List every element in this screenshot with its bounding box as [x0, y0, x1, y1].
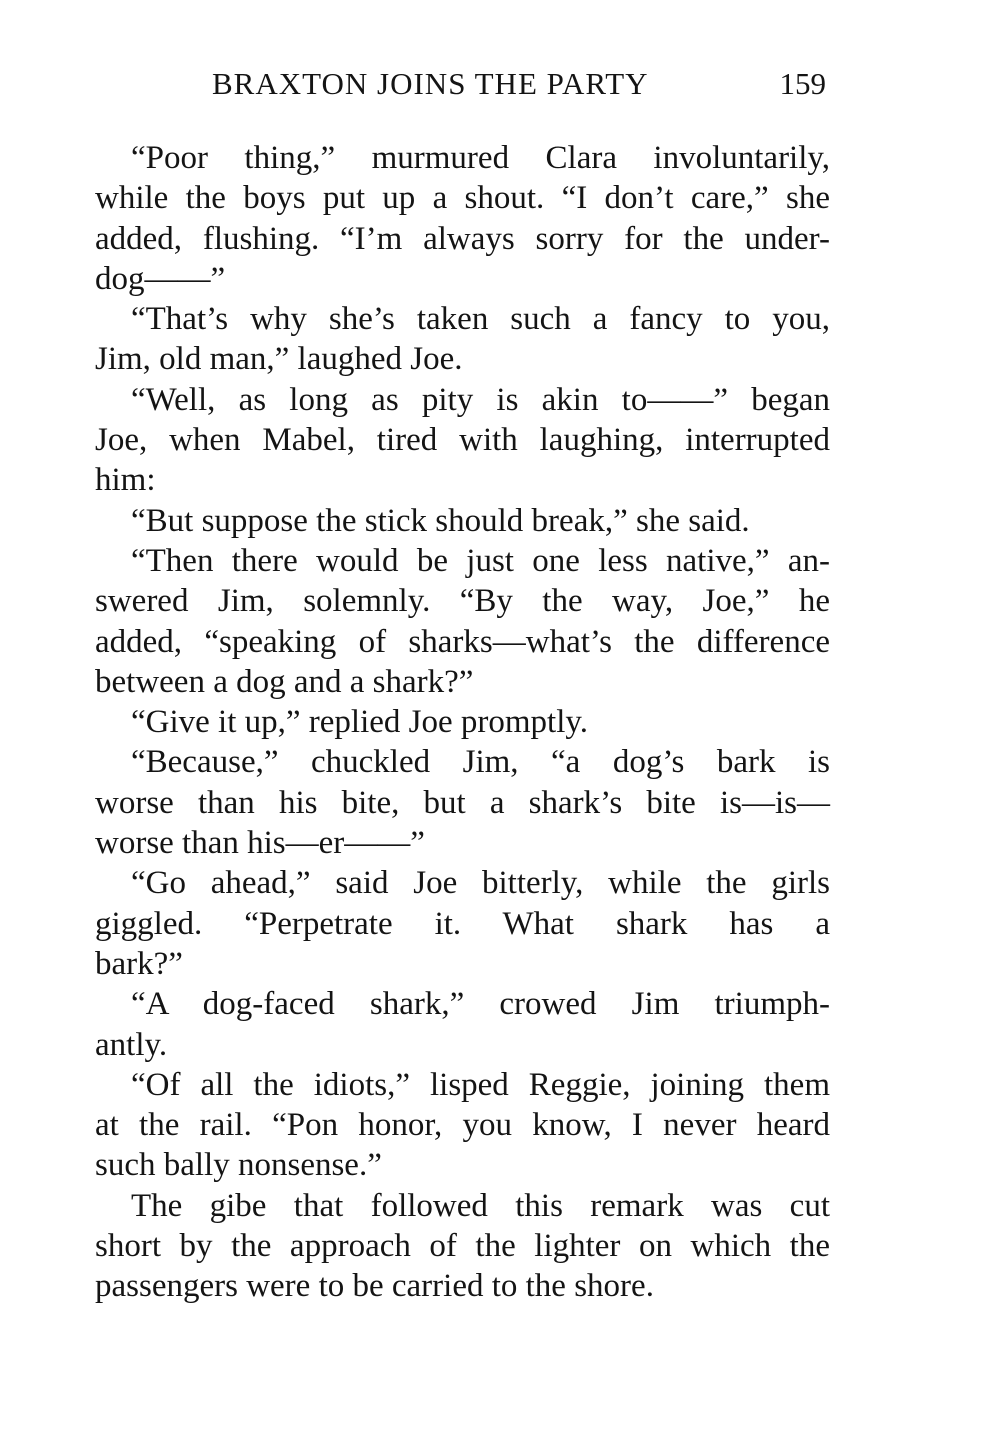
text-line: “Well, as long as pity is akin to——” began	[131, 381, 830, 418]
text-line: “A dog-faced shark,” crowed Jim triumph-	[131, 986, 830, 1023]
text-line: “That’s why she’s taken such a fancy to you,	[131, 301, 830, 338]
text-line: “Because,” chuckled Jim, “a dog’s bark is	[131, 744, 830, 781]
page-number: 159	[779, 66, 826, 101]
text-line: between a dog and a shark?”	[95, 663, 474, 700]
text-line: him:	[95, 462, 156, 499]
text-line: “But suppose the stick should break,” she said.	[131, 502, 750, 539]
text-line: worse than his—er——”	[95, 825, 425, 862]
text-line: worse than his bite, but a shark’s bite is—is—	[95, 784, 830, 821]
text-line: while the boys put up a shout. “I don’t care,” she	[95, 180, 830, 217]
text-line: short by the approach of the lighter on which the	[95, 1228, 830, 1265]
text-line: at the rail. “Pon honor, you know, I never heard	[95, 1107, 830, 1144]
text-line: Joe, when Mabel, tired with laughing, interrupted	[95, 422, 830, 459]
text-line: “Go ahead,” said Joe bitterly, while the girls	[131, 865, 830, 902]
text-line: added, flushing. “I’m always sorry for the under-	[95, 220, 830, 257]
text-line: “Poor thing,” murmured Clara involuntarily,	[131, 140, 830, 176]
text-line: “Then there would be just one less native,” an-	[131, 542, 830, 579]
body-text	[95, 138, 830, 1307]
text-line: giggled. “Perpetrate it. What shark has a	[95, 905, 830, 942]
text-line: swered Jim, solemnly. “By the way, Joe,” he	[95, 583, 830, 620]
text-line: bark?”	[95, 945, 183, 982]
text-line: Jim, old man,” laughed Joe.	[95, 341, 463, 378]
text-line: dog——”	[95, 260, 226, 297]
text-line: passengers were to be carried to the shore.	[95, 1268, 654, 1305]
text-line: “Give it up,” replied Joe promptly.	[131, 704, 588, 741]
text-line: antly.	[95, 1026, 168, 1063]
text-line: “Of all the idiots,” lisped Reggie, joining them	[131, 1066, 830, 1103]
text-line: such bally nonsense.”	[95, 1147, 382, 1184]
page-header	[95, 66, 830, 110]
text-line: added, “speaking of sharks—what’s the difference	[95, 623, 830, 660]
running-head: BRAXTON JOINS THE PARTY	[212, 66, 649, 101]
text-line: The gibe that followed this remark was cut	[131, 1187, 830, 1224]
